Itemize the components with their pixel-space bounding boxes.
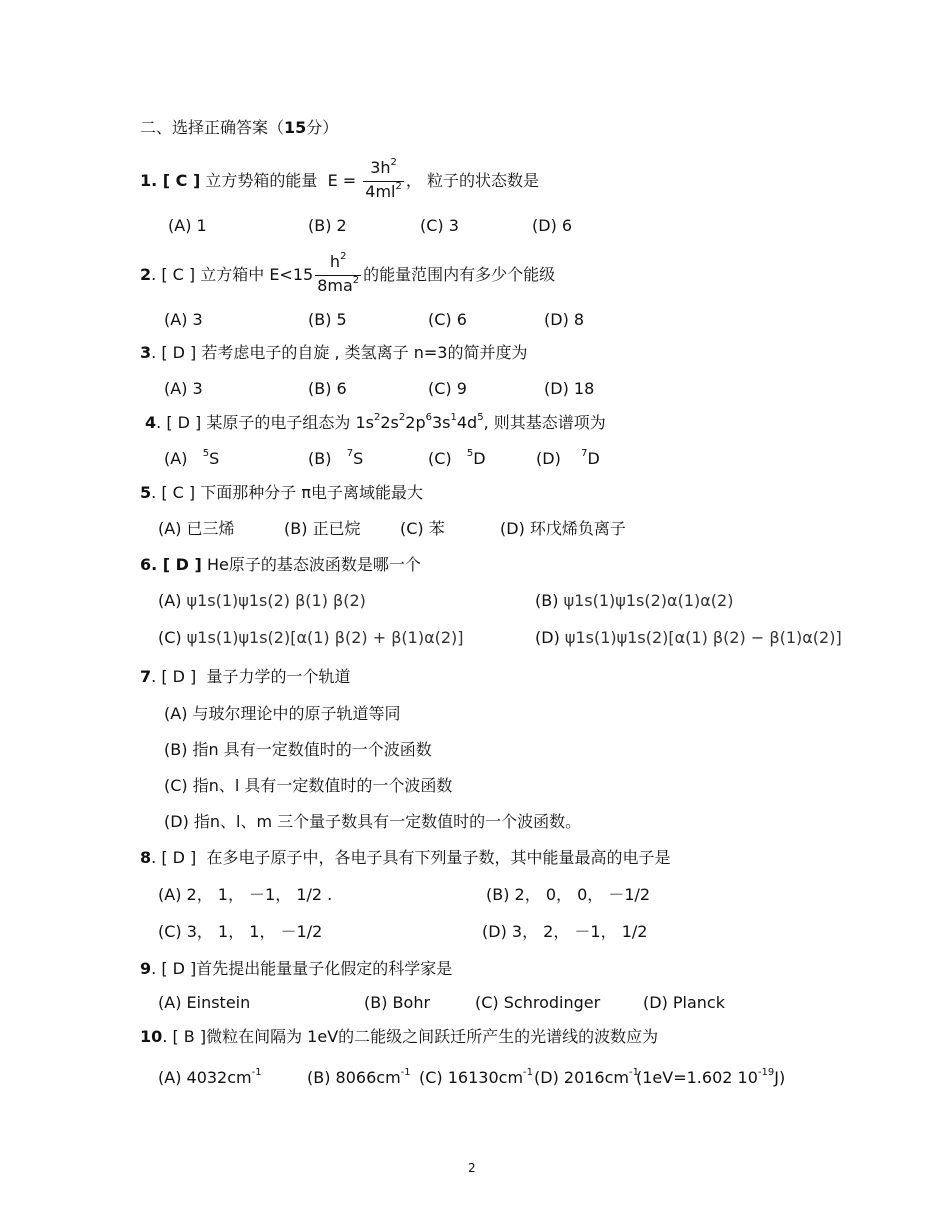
energy-range-fraction: $\frac{h^2}{8ma^2}$ bbox=[317, 251, 360, 295]
q8-option-c[interactable]: (C) 3， 1， 1， －1/2 bbox=[158, 922, 323, 941]
question-9-stem: 9. [ D ]首先提出能量量子化假定的科学家是 bbox=[140, 959, 453, 978]
q10-option-d[interactable]: (D) $2016cm^{-1}$ bbox=[534, 1067, 639, 1087]
q10-option-c[interactable]: (C) $16130cm^{-1}$ bbox=[419, 1067, 534, 1087]
q6-option-a[interactable]: (A) ψ1s(1)ψ1s(2) β(1) β(2) bbox=[158, 591, 366, 610]
question-6-stem: 6. [ D ] He原子的基态波函数是哪一个 bbox=[140, 555, 421, 574]
question-1-stem: 1. [ C ] 立方势箱的能量 E = $\frac{3h^2}{4ml^2}$ ， 粒子的状态数是 bbox=[140, 158, 539, 205]
q1-option-b[interactable]: (B) 2 bbox=[308, 216, 347, 235]
q1-option-d[interactable]: (D) 6 bbox=[532, 216, 573, 235]
question-2-stem: 2. [ C ] 立方箱中 E<15 $\frac{h^2}{8ma^2}$ 的能量范围内有多少个能级 bbox=[140, 252, 555, 299]
q10-option-a[interactable]: (A) $4032cm^{-1}$ bbox=[158, 1067, 262, 1087]
question-7-stem: 7. [ D ] 量子力学的一个轨道 bbox=[140, 667, 351, 686]
q8-option-a[interactable]: (A) 2， 1， －1， 1/2 . bbox=[158, 885, 333, 904]
q7-option-b[interactable]: (B) 指n 具有一定数值时的一个波函数 bbox=[164, 740, 432, 759]
q6-option-d[interactable]: (D) ψ1s(1)ψ1s(2)[α(1) β(2) − β(1)α(2)] bbox=[535, 628, 842, 647]
q2-option-d[interactable]: (D) 8 bbox=[544, 310, 585, 329]
question-5-stem: 5. [ C ] 下面那种分子 π电子离域能最大 bbox=[140, 483, 423, 502]
q8-option-b[interactable]: (B) 2， 0， 0， －1/2 bbox=[486, 885, 651, 904]
q3-option-d[interactable]: (D) 18 bbox=[544, 379, 595, 398]
q2-option-c[interactable]: (C) 6 bbox=[428, 310, 467, 329]
q7-option-c[interactable]: (C) 指n、l 具有一定数值时的一个波函数 bbox=[164, 776, 453, 795]
q7-option-a[interactable]: (A) 与玻尔理论中的原子轨道等同 bbox=[164, 704, 401, 723]
q5-option-d[interactable]: (D) 环戊烯负离子 bbox=[500, 519, 626, 538]
question-8-stem: 8. [ D ] 在多电子原子中，各电子具有下列量子数，其中能量最高的电子是 bbox=[140, 848, 671, 867]
q9-option-b[interactable]: (B) Bohr bbox=[364, 993, 431, 1012]
q3-option-b[interactable]: (B) 6 bbox=[308, 379, 347, 398]
section-title: 二、选择正确答案（15分） bbox=[140, 118, 339, 137]
q9-option-d[interactable]: (D) Planck bbox=[643, 993, 725, 1012]
q6-option-b[interactable]: (B) ψ1s(1)ψ1s(2)α(1)α(2) bbox=[535, 591, 734, 610]
q3-option-c[interactable]: (C) 9 bbox=[428, 379, 467, 398]
q9-option-c[interactable]: (C) Schrodinger bbox=[475, 993, 601, 1012]
psi-expression: ψ1s(1)ψ1s(2)[α(1) β(2) − β(1)α(2)] bbox=[564, 628, 842, 647]
q1-option-a[interactable]: (A) 1 bbox=[168, 216, 207, 235]
q5-option-b[interactable]: (B) 正已烷 bbox=[284, 519, 361, 538]
q2-option-b[interactable]: (B) 5 bbox=[308, 310, 347, 329]
q10-unit-note: (1eV=1.602 $10^{-19}J$) bbox=[636, 1067, 786, 1087]
q5-option-a[interactable]: (A) 已三烯 bbox=[158, 519, 235, 538]
q5-option-c[interactable]: (C) 苯 bbox=[400, 519, 445, 538]
page-number: 2 bbox=[468, 1161, 476, 1175]
question-4-stem: 4. [ D ] 某原子的电子组态为 $1s^22s^22p^63s^14d^5$, 则其基态谱项为 bbox=[145, 412, 606, 432]
q9-option-a[interactable]: (A) Einstein bbox=[158, 993, 251, 1012]
question-10-stem: 10. [ B ]微粒在间隔为 1eV的二能级之间跃迁所产生的光谱线的波数应为 bbox=[140, 1027, 659, 1046]
q7-option-d[interactable]: (D) 指n、l、m 三个量子数具有一定数值时的一个波函数。 bbox=[164, 812, 582, 831]
psi-expression: ψ1s(1)ψ1s(2)α(1)α(2) bbox=[563, 591, 734, 610]
q10-option-b[interactable]: (B) $8066cm^{-1}$ bbox=[307, 1067, 411, 1087]
q4-option-c[interactable]: (C) $^5$D bbox=[428, 448, 486, 468]
q4-option-d[interactable]: (D) $^7$D bbox=[536, 448, 600, 468]
q6-option-c[interactable]: (C) ψ1s(1)ψ1s(2)[α(1) β(2) + β(1)α(2)] bbox=[158, 628, 464, 647]
psi-expression: ψ1s(1)ψ1s(2)[α(1) β(2) + β(1)α(2)] bbox=[186, 628, 464, 647]
q2-option-a[interactable]: (A) 3 bbox=[164, 310, 203, 329]
q8-option-d[interactable]: (D) 3， 2， －1， 1/2 bbox=[482, 922, 648, 941]
q1-option-c[interactable]: (C) 3 bbox=[420, 216, 459, 235]
energy-fraction: $\frac{3h^2}{4ml^2}$ bbox=[365, 157, 402, 201]
q4-option-b[interactable]: (B) $^7$S bbox=[308, 448, 364, 468]
q4-option-a[interactable]: (A) $^5$S bbox=[164, 448, 220, 468]
q3-option-a[interactable]: (A) 3 bbox=[164, 379, 203, 398]
psi-expression: ψ1s(1)ψ1s(2) β(1) β(2) bbox=[186, 591, 366, 610]
question-3-stem: 3. [ D ] 若考虑电子的自旋 , 类氢离子 n=3的简并度为 bbox=[140, 343, 528, 362]
